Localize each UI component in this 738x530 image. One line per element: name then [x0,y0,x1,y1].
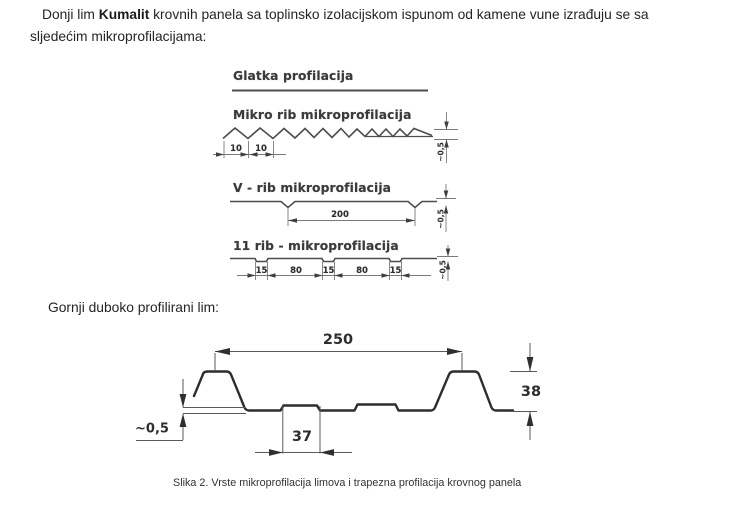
v-rib-title: V - rib mikroprofilacija [233,181,392,195]
rib11-height-dim: ~0,5 [438,260,447,280]
rib11-dim-2: 80 [290,265,302,276]
trapezoid-rib-width-dim: 37 [291,429,313,445]
trapezoid-module-width-dim: 250 [322,332,354,348]
intro-line-2: sljedećim mikroprofilacijama: [30,29,207,44]
intro-line1-post: krovnih panela sa toplinsko izolacijskom ispunom od kamene vune izrađuju se sa [149,7,649,22]
trapezoid-thickness-dim: ~0,5 [135,421,169,437]
intro-line1-pre: Donji lim [42,7,99,22]
big-dimension-arrows [180,348,534,456]
rib11-profile [230,259,437,262]
smooth-profile-title: Glatka profilacija [233,69,354,83]
v-rib-spacing-dim: 200 [331,210,349,220]
micro-rib-pitch2-dim: 10 [255,144,267,154]
figure-caption: Slika 2. Vrste mikroprofilacija limova i trapezna profilacija krovnog panela [173,477,522,489]
upper-sheet-label: Gornji duboko profilirani lim: [48,300,219,315]
rib11-dim-5: 15 [389,265,402,276]
v-rib-height-dim: ~0,5 [436,209,445,229]
rib11-dim-1: 15 [255,265,268,276]
micro-rib-height-dim: ~0,5 [436,142,446,162]
v-rib-profile [230,202,437,208]
rib11-dim-4: 80 [356,265,368,276]
rib11-dim-3: 15 [322,265,335,276]
micro-rib-pitch1-dim: 10 [230,144,242,154]
micro-rib-title: Mikro rib mikroprofilacija [233,108,412,122]
rib11-title: 11 rib - mikroprofilacija [233,239,399,253]
intro-line1-product-name: Kumalit [98,7,150,22]
big-dimension-lines [136,343,537,454]
trapezoid-rib-height-dim: 38 [520,384,542,400]
trapezoid-profile-line [194,372,513,411]
small-dimension-arrows [216,122,450,278]
